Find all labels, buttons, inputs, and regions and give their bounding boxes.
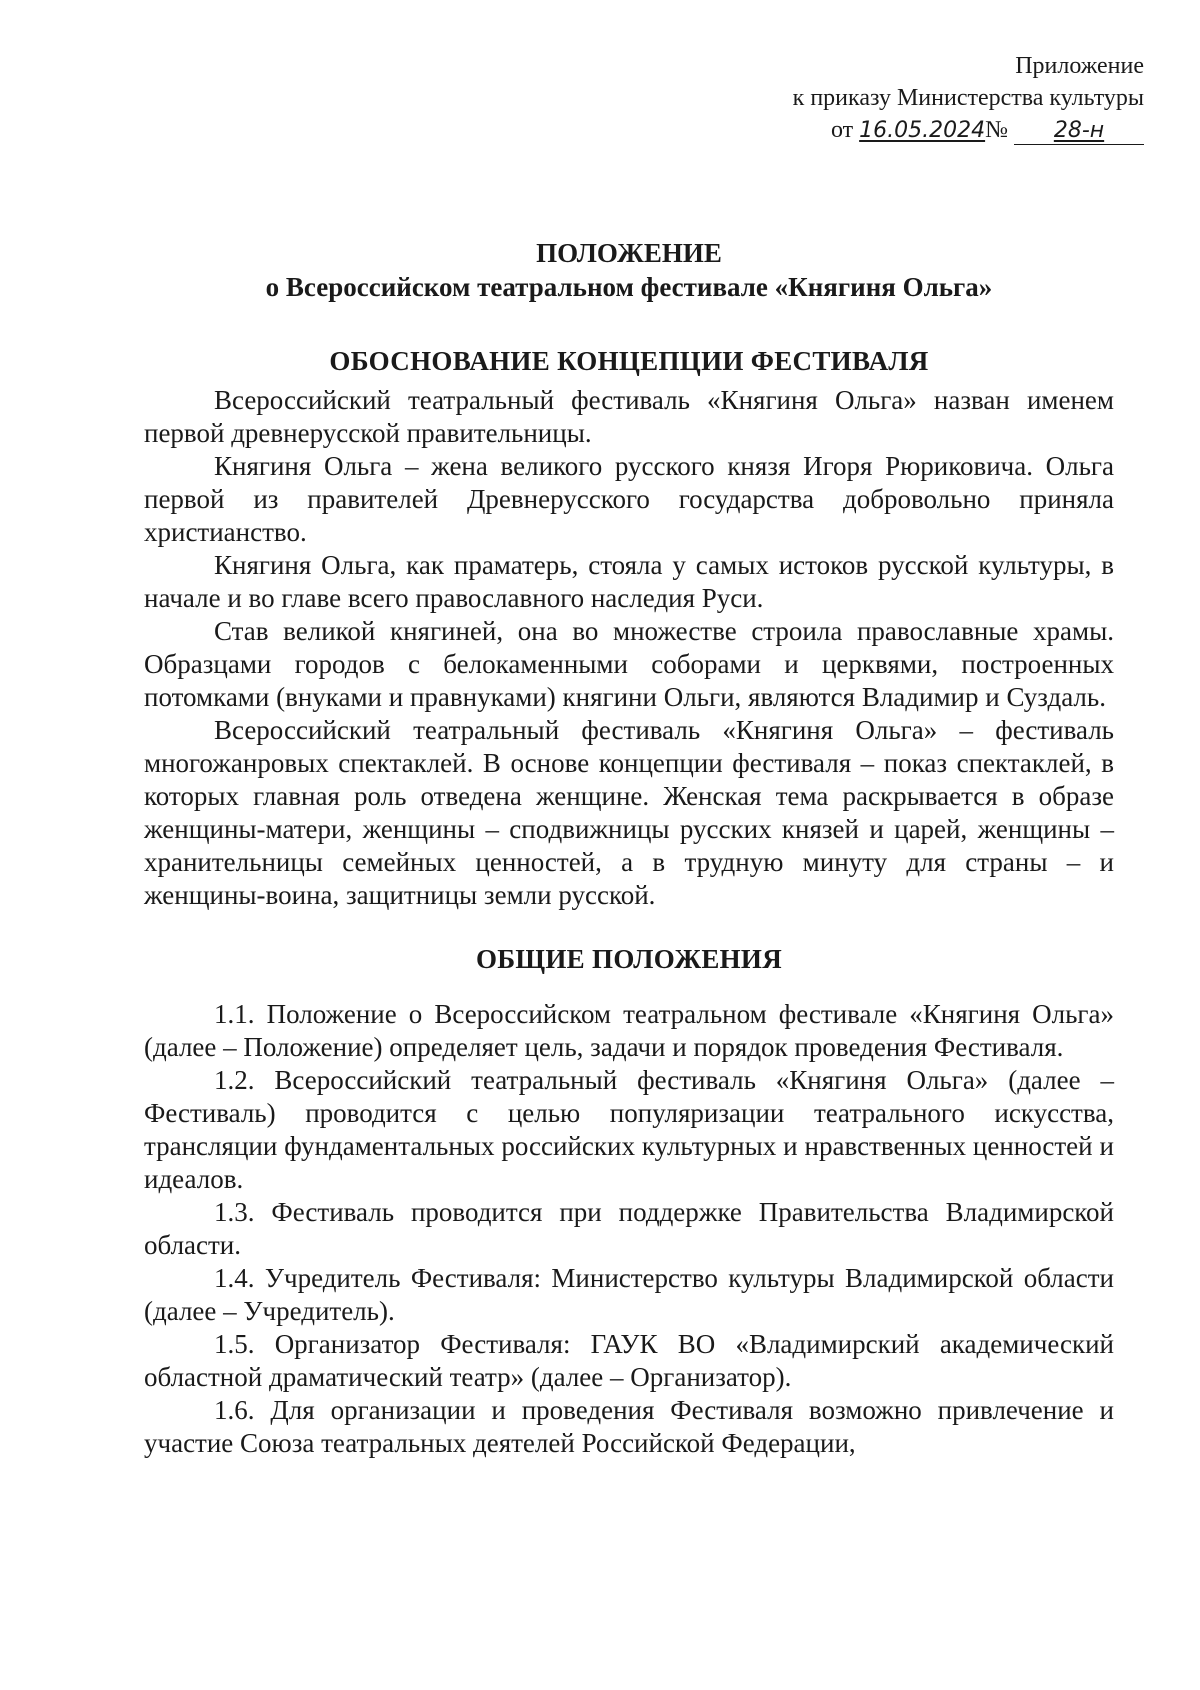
clause-1-3: 1.3. Фестиваль проводится при поддержке Правительства Владимирской области.: [144, 1197, 1114, 1260]
clause-1-4: 1.4. Учредитель Фестиваля: Министерство культуры Владимирской области (далее – Учредитель).: [144, 1263, 1114, 1326]
section-heading-concept: ОБОСНОВАНИЕ КОНЦЕПЦИИ ФЕСТИВАЛЯ: [329, 346, 929, 376]
clause-1-2: 1.2. Всероссийский театральный фестиваль «Княгиня Ольга» (далее – Фестиваль) проводится с целью популяризации театрального искусства, трансляции фундаментальных российских культурных и нравственных ценностей и идеалов.: [144, 1065, 1114, 1194]
appendix-label: Приложение: [1015, 53, 1144, 79]
clause-1-5: 1.5. Организатор Фестиваля: ГАУК ВО «Владимирский академический областной драматический театр» (далее – Организатор).: [144, 1329, 1114, 1392]
order-date: 16.05.2024: [859, 118, 986, 143]
paragraph: Всероссийский театральный фестиваль «Княгиня Ольга» – фестиваль многожанровых спектаклей. В основе концепции фестиваля – показ спектаклей, в которых главная роль отведена женщине. Женская тема раскрывается в образе женщины-матери, женщины – сподвижницы русских князей и царей, женщины – хранительницы семейных ценностей, а в трудную минуту для страны – и женщины-воина, защитницы земли русской.: [144, 715, 1114, 910]
document-subtitle: о Всероссийском театральном фестивале «Княгиня Ольга»: [265, 272, 993, 302]
paragraph: Став великой княгиней, она во множестве строила православные храмы. Образцами городов с белокаменными соборами и церквями, построенных потомками (внуками и правнуками) княгини Ольги, являются Владимир и Суздаль.: [144, 616, 1114, 712]
order-number: 28-н: [1014, 118, 1144, 145]
clause-1-6: 1.6. Для организации и проведения Фестиваля возможно привлечение и участие Союза театральных деятелей Российской Федерации,: [144, 1395, 1114, 1458]
order-date-number: [724, 114, 1144, 147]
paragraph: Всероссийский театральный фестиваль «Княгиня Ольга» назван именем первой древнерусской правительницы.: [144, 385, 1114, 448]
clause-1-1: 1.1. Положение о Всероссийском театральном фестивале «Княгиня Ольга» (далее – Положение) определяет цель, задачи и порядок проведения Фестиваля.: [144, 999, 1114, 1062]
paragraph: Княгиня Ольга, как праматерь, стояла у самых истоков русской культуры, в начале и во главе всего православного наследия Руси.: [144, 550, 1114, 613]
date-prefix: от: [830, 117, 854, 143]
number-prefix: №: [985, 117, 1008, 143]
appendix-header: [724, 50, 1144, 147]
document-body: [144, 236, 1114, 1460]
section-heading-general: ОБЩИЕ ПОЛОЖЕНИЯ: [475, 944, 783, 974]
order-reference: к приказу Министерства культуры: [792, 85, 1144, 111]
document-title: ПОЛОЖЕНИЕ: [536, 238, 722, 268]
paragraph: Княгиня Ольга – жена великого русского князя Игоря Рюриковича. Ольга первой из правителей Древнерусского государства добровольно приняла христианство.: [144, 451, 1114, 547]
